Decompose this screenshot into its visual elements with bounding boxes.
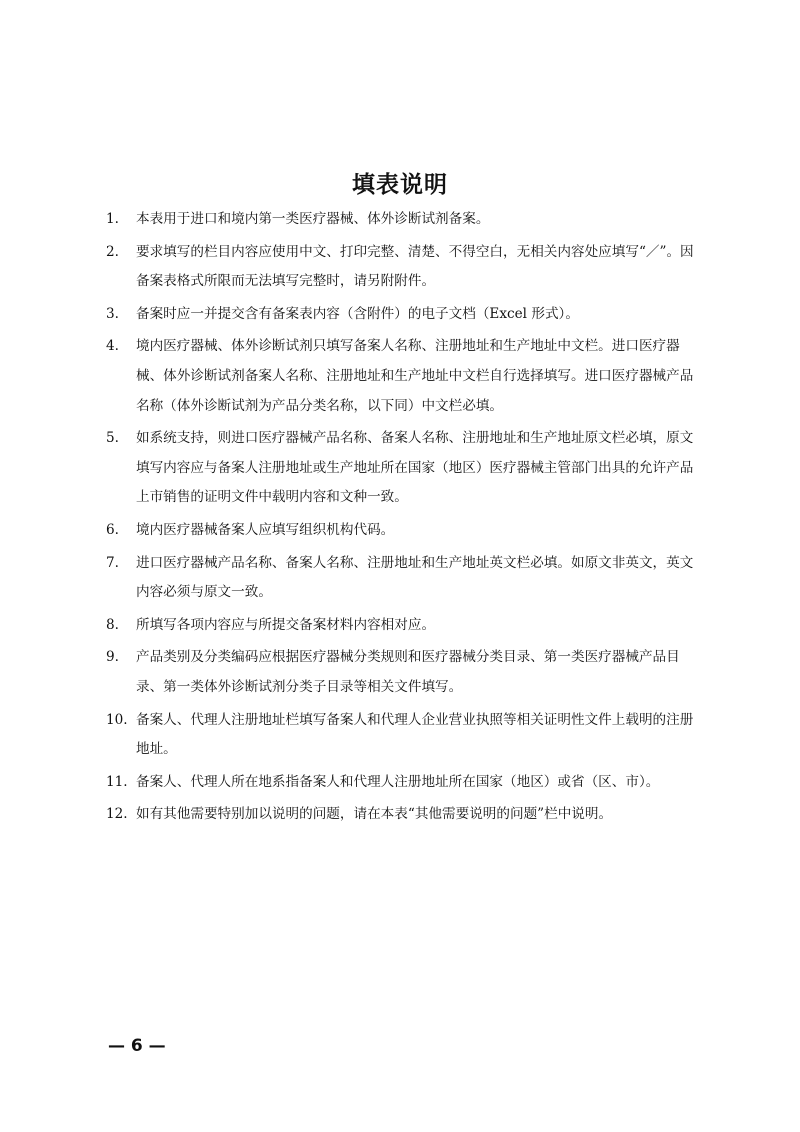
item-number: 7. [106,554,119,571]
item-number: 12. [106,806,128,823]
item-text: 所填写各项内容应与所提交备案材料内容相对应。 [136,616,436,633]
item-text: 本表用于进口和境内第一类医疗器械、体外诊断试剂备案。 [136,211,490,227]
list-item [106,643,706,702]
item-number: 4. [106,338,119,355]
list-item [106,549,706,608]
list-item [106,205,706,235]
item-number: 3. [106,305,119,322]
item-text: 产品类别及分类编码应根据医疗器械分类规则和医疗器械分类目录、第一类医疗器械产品目录、第一类体外诊断试剂分类子目录等相关文件填写。 [136,649,680,695]
item-text: 如系统支持，则进口医疗器械产品名称、备案人名称、注册地址和生产地址原文栏必填，原文填写内容应与备案人注册地址或生产地址所在国家（地区）医疗器械主管部门出具的允许产品上市销售的证明文件中载明内容和文种一致。 [136,430,694,506]
list-item [106,800,706,830]
page-number: — 6 — [108,1036,166,1056]
list-item [106,706,706,765]
page-title: 填表说明 [352,172,448,198]
item-text: 进口医疗器械产品名称、备案人名称、注册地址和生产地址英文栏必填。如原文非英文，英文内容必须与原文一致。 [136,554,694,601]
item-text: 境内医疗器械备案人应填写组织机构代码。 [136,521,395,538]
item-number: 5. [106,430,119,447]
instruction-list [106,205,706,830]
item-text: 备案人、代理人所在地系指备案人和代理人注册地址所在国家（地区）或省（区、市）。 [136,773,660,790]
list-item [106,424,706,513]
list-item [106,238,706,297]
item-number: 6. [106,521,119,538]
item-text: 备案人、代理人注册地址栏填写备案人和代理人企业营业执照等相关证明性文件上载明的注册地址。 [136,711,694,758]
list-item [106,768,706,798]
item-text: 要求填写的栏目内容应使用中文、打印完整、清楚、不得空白，无相关内容处应填写“／”。因备案表格式所限而无法填写完整时，请另附附件。 [136,243,694,290]
item-text: 备案时应一并提交含有备案表内容（含附件）的电子文档（Excel 形式）。 [136,305,579,322]
item-text: 如有其他需要特别加以说明的问题，请在本表“其他需要说明的问题”栏中说明。 [136,806,613,823]
item-number: 10. [106,711,128,728]
item-number: 1. [106,211,119,227]
list-item [106,516,706,546]
item-number: 2. [106,243,119,260]
list-item [106,300,706,330]
item-number: 9. [106,649,119,666]
item-number: 11. [106,773,128,790]
item-text: 境内医疗器械、体外诊断试剂只填写备案人名称、注册地址和生产地址中文栏。进口医疗器械、体外诊断试剂备案人名称、注册地址和生产地址中文栏自行选择填写。进口医疗器械产品名称（体外诊断试剂为产品分类名称，以下同）中文栏必填。 [136,338,694,414]
item-number: 8. [106,616,119,633]
list-item [106,332,706,421]
list-item [106,611,706,641]
